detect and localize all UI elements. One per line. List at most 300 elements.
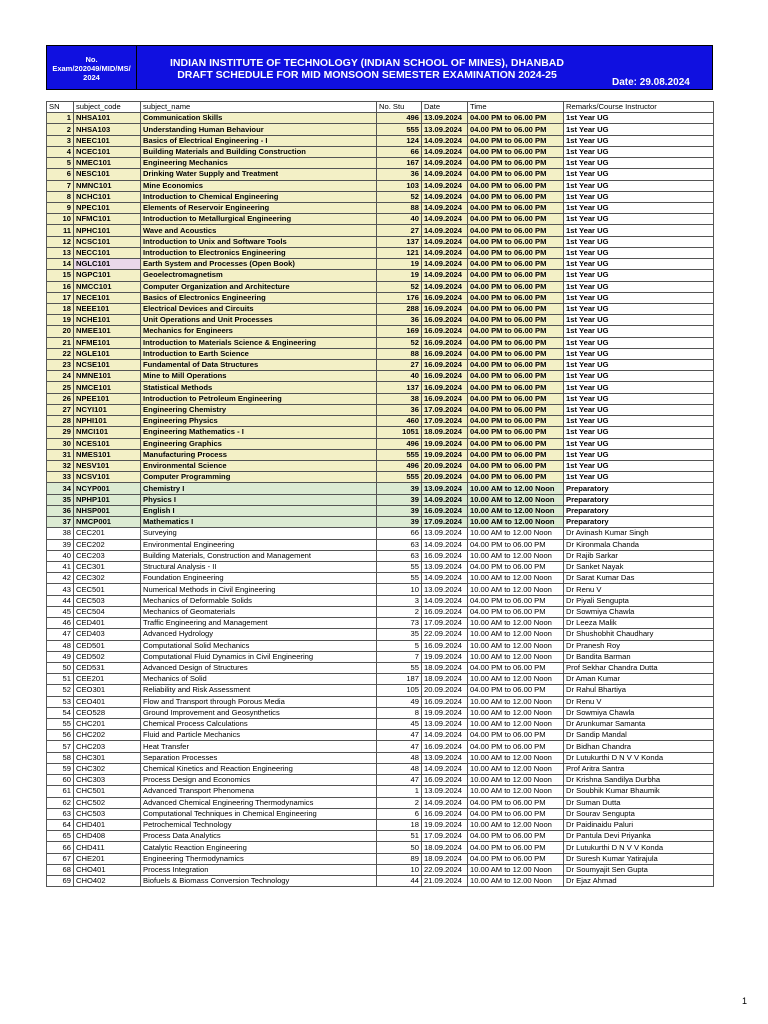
row-remarks: 1st Year UG — [564, 169, 714, 180]
row-num-students: 460 — [377, 416, 422, 427]
row-remarks: 1st Year UG — [564, 292, 714, 303]
row-date: 14.09.2024 — [422, 763, 468, 774]
table-row — [47, 775, 714, 786]
row-time: 04.00 PM to 06.00 PM — [468, 303, 564, 314]
row-subject-name: Computer Organization and Architecture — [141, 281, 377, 292]
row-subject-name: Building Materials and Building Construction — [141, 146, 377, 157]
row-sn: 14 — [47, 259, 74, 270]
row-time: 04.00 PM to 06.00 PM — [468, 146, 564, 157]
issue-date: Date: 29.08.2024 — [612, 77, 690, 88]
row-subject-name: Drinking Water Supply and Treatment — [141, 169, 377, 180]
row-remarks: 1st Year UG — [564, 202, 714, 213]
row-sn: 43 — [47, 584, 74, 595]
table-row — [47, 685, 714, 696]
row-date: 16.09.2024 — [422, 393, 468, 404]
row-subject-code: NFME101 — [74, 337, 141, 348]
row-num-students: 39 — [377, 505, 422, 516]
row-subject-code: NHSA103 — [74, 124, 141, 135]
table-row — [47, 416, 714, 427]
row-num-students: 19 — [377, 259, 422, 270]
row-subject-name: Fluid and Particle Mechanics — [141, 730, 377, 741]
row-subject-name: Mathematics I — [141, 517, 377, 528]
row-date: 16.09.2024 — [422, 360, 468, 371]
row-remarks: Dr Leeza Malik — [564, 618, 714, 629]
row-remarks: Dr Ejaz Ahmad — [564, 876, 714, 887]
row-num-students: 2 — [377, 606, 422, 617]
row-subject-code: CHD401 — [74, 820, 141, 831]
row-subject-name: Statistical Methods — [141, 382, 377, 393]
table-row — [47, 741, 714, 752]
table-row — [47, 573, 714, 584]
row-subject-code: NPHC101 — [74, 225, 141, 236]
row-date: 17.09.2024 — [422, 404, 468, 415]
row-num-students: 137 — [377, 382, 422, 393]
row-time: 04.00 PM to 06.00 PM — [468, 730, 564, 741]
row-subject-code: CEO528 — [74, 707, 141, 718]
row-remarks: Dr Suresh Kumar Yatirajula — [564, 853, 714, 864]
row-sn: 53 — [47, 696, 74, 707]
row-remarks: 1st Year UG — [564, 180, 714, 191]
row-time: 10.00 AM to 12.00 Noon — [468, 494, 564, 505]
row-sn: 60 — [47, 775, 74, 786]
title-line-2: DRAFT SCHEDULE FOR MID MONSOON SEMESTER EXAMINATION 2024-25 — [177, 69, 557, 81]
row-remarks: 1st Year UG — [564, 337, 714, 348]
row-subject-name: Introduction to Chemical Engineering — [141, 191, 377, 202]
row-subject-name: Manufacturing Process — [141, 449, 377, 460]
row-num-students: 1 — [377, 786, 422, 797]
row-time: 04.00 PM to 06.00 PM — [468, 427, 564, 438]
row-date: 19.09.2024 — [422, 707, 468, 718]
table-row — [47, 247, 714, 258]
table-row — [47, 113, 714, 124]
row-date: 13.09.2024 — [422, 528, 468, 539]
row-subject-code: NGLC101 — [74, 259, 141, 270]
table-row — [47, 214, 714, 225]
row-time: 04.00 PM to 06.00 PM — [468, 797, 564, 808]
row-remarks: Dr Pantula Devi Priyanka — [564, 831, 714, 842]
row-subject-name: Advanced Hydrology — [141, 629, 377, 640]
row-remarks: 1st Year UG — [564, 158, 714, 169]
table-row — [47, 404, 714, 415]
row-time: 04.00 PM to 06.00 PM — [468, 247, 564, 258]
row-time: 04.00 PM to 06.00 PM — [468, 214, 564, 225]
row-date: 16.09.2024 — [422, 808, 468, 819]
row-remarks: Dr Sowmiya Chawla — [564, 606, 714, 617]
row-sn: 46 — [47, 618, 74, 629]
row-remarks: 1st Year UG — [564, 259, 714, 270]
row-subject-name: Chemistry I — [141, 483, 377, 494]
row-subject-code: NCEC101 — [74, 146, 141, 157]
row-date: 13.09.2024 — [422, 561, 468, 572]
row-date: 14.09.2024 — [422, 247, 468, 258]
row-subject-code: CEC201 — [74, 528, 141, 539]
table-row — [47, 360, 714, 371]
row-sn: 52 — [47, 685, 74, 696]
row-num-students: 1051 — [377, 427, 422, 438]
row-num-students: 288 — [377, 303, 422, 314]
row-remarks: 1st Year UG — [564, 270, 714, 281]
row-remarks: 1st Year UG — [564, 461, 714, 472]
row-time: 04.00 PM to 06.00 PM — [468, 326, 564, 337]
table-row — [47, 259, 714, 270]
row-date: 13.09.2024 — [422, 752, 468, 763]
row-date: 20.09.2024 — [422, 461, 468, 472]
row-num-students: 40 — [377, 371, 422, 382]
row-sn: 5 — [47, 158, 74, 169]
table-row — [47, 427, 714, 438]
row-subject-code: CED502 — [74, 651, 141, 662]
row-subject-name: Introduction to Petroleum Engineering — [141, 393, 377, 404]
row-num-students: 55 — [377, 573, 422, 584]
row-date: 14.09.2024 — [422, 573, 468, 584]
row-subject-name: Foundation Engineering — [141, 573, 377, 584]
row-subject-name: Process Design and Economics — [141, 775, 377, 786]
row-num-students: 5 — [377, 640, 422, 651]
row-time: 04.00 PM to 06.00 PM — [468, 292, 564, 303]
row-subject-code: NMEE101 — [74, 326, 141, 337]
row-sn: 10 — [47, 214, 74, 225]
table-row — [47, 494, 714, 505]
row-num-students: 48 — [377, 763, 422, 774]
row-time: 04.00 PM to 06.00 PM — [468, 539, 564, 550]
row-subject-code: CHO402 — [74, 876, 141, 887]
row-subject-name: Chemical Process Calculations — [141, 719, 377, 730]
row-time: 04.00 PM to 06.00 PM — [468, 561, 564, 572]
row-date: 16.09.2024 — [422, 505, 468, 516]
row-sn: 51 — [47, 674, 74, 685]
table-row — [47, 281, 714, 292]
row-date: 16.09.2024 — [422, 315, 468, 326]
row-date: 17.09.2024 — [422, 618, 468, 629]
row-num-students: 36 — [377, 315, 422, 326]
row-time: 04.00 PM to 06.00 PM — [468, 606, 564, 617]
row-date: 14.09.2024 — [422, 281, 468, 292]
row-remarks: Prof Sekhar Chandra Dutta — [564, 662, 714, 673]
table-row — [47, 595, 714, 606]
row-sn: 29 — [47, 427, 74, 438]
table-row — [47, 135, 714, 146]
row-subject-code: CEO401 — [74, 696, 141, 707]
row-subject-code: NPEE101 — [74, 393, 141, 404]
row-num-students: 47 — [377, 730, 422, 741]
row-subject-name: Heat Transfer — [141, 741, 377, 752]
table-row — [47, 146, 714, 157]
row-remarks: Dr Paidinaidu Paluri — [564, 820, 714, 831]
row-subject-code: NEEC101 — [74, 135, 141, 146]
row-num-students: 88 — [377, 202, 422, 213]
row-time: 04.00 PM to 06.00 PM — [468, 124, 564, 135]
table-row — [47, 505, 714, 516]
row-date: 14.09.2024 — [422, 146, 468, 157]
row-subject-code: NFMC101 — [74, 214, 141, 225]
row-sn: 4 — [47, 146, 74, 157]
row-sn: 19 — [47, 315, 74, 326]
row-remarks: 1st Year UG — [564, 135, 714, 146]
row-sn: 37 — [47, 517, 74, 528]
row-subject-code: NCYP001 — [74, 483, 141, 494]
row-num-students: 89 — [377, 853, 422, 864]
row-sn: 15 — [47, 270, 74, 281]
row-subject-code: CEC501 — [74, 584, 141, 595]
row-subject-code: CEC301 — [74, 561, 141, 572]
row-num-students: 63 — [377, 550, 422, 561]
table-row — [47, 651, 714, 662]
row-time: 04.00 PM to 06.00 PM — [468, 404, 564, 415]
table-row — [47, 674, 714, 685]
row-date: 16.09.2024 — [422, 606, 468, 617]
row-time: 10.00 AM to 12.00 Noon — [468, 550, 564, 561]
row-subject-name: Computational Solid Mechanics — [141, 640, 377, 651]
row-time: 10.00 AM to 12.00 Noon — [468, 763, 564, 774]
table-row — [47, 483, 714, 494]
row-date: 21.09.2024 — [422, 876, 468, 887]
row-remarks: Dr Krishna Sandilya Durbha — [564, 775, 714, 786]
row-sn: 30 — [47, 438, 74, 449]
col-header-name: subject_name — [141, 102, 377, 113]
row-remarks: 1st Year UG — [564, 113, 714, 124]
table-row — [47, 584, 714, 595]
row-date: 16.09.2024 — [422, 775, 468, 786]
row-num-students: 27 — [377, 225, 422, 236]
row-time: 04.00 PM to 06.00 PM — [468, 259, 564, 270]
row-num-students: 496 — [377, 113, 422, 124]
row-subject-name: Advanced Design of Structures — [141, 662, 377, 673]
row-subject-code: NGPC101 — [74, 270, 141, 281]
row-remarks: Prof Aritra Santra — [564, 763, 714, 774]
row-sn: 44 — [47, 595, 74, 606]
row-date: 14.09.2024 — [422, 730, 468, 741]
row-num-students: 39 — [377, 483, 422, 494]
table-row — [47, 236, 714, 247]
row-date: 19.09.2024 — [422, 438, 468, 449]
row-remarks: Dr Rajib Sarkar — [564, 550, 714, 561]
table-row — [47, 696, 714, 707]
table-row — [47, 786, 714, 797]
row-subject-name: Basics of Electrical Engineering - I — [141, 135, 377, 146]
row-num-students: 51 — [377, 831, 422, 842]
table-row — [47, 853, 714, 864]
row-remarks: Dr Aman Kumar — [564, 674, 714, 685]
row-num-students: 38 — [377, 393, 422, 404]
row-time: 10.00 AM to 12.00 Noon — [468, 864, 564, 875]
row-num-students: 6 — [377, 808, 422, 819]
row-date: 18.09.2024 — [422, 662, 468, 673]
row-time: 10.00 AM to 12.00 Noon — [468, 696, 564, 707]
row-date: 18.09.2024 — [422, 853, 468, 864]
row-remarks: Preparatory — [564, 517, 714, 528]
row-sn: 41 — [47, 561, 74, 572]
row-subject-code: CHC501 — [74, 786, 141, 797]
table-row — [47, 449, 714, 460]
row-num-students: 45 — [377, 719, 422, 730]
row-subject-code: NHSA101 — [74, 113, 141, 124]
table-row — [47, 124, 714, 135]
row-sn: 6 — [47, 169, 74, 180]
row-time: 10.00 AM to 12.00 Noon — [468, 820, 564, 831]
row-date: 14.09.2024 — [422, 539, 468, 550]
col-header-students: No. Stu — [377, 102, 422, 113]
row-date: 13.09.2024 — [422, 584, 468, 595]
row-time: 04.00 PM to 06.00 PM — [468, 169, 564, 180]
row-date: 16.09.2024 — [422, 371, 468, 382]
row-subject-code: CHD411 — [74, 842, 141, 853]
row-subject-code: NMEC101 — [74, 158, 141, 169]
row-remarks: 1st Year UG — [564, 281, 714, 292]
row-sn: 22 — [47, 348, 74, 359]
table-row — [47, 561, 714, 572]
row-num-students: 496 — [377, 438, 422, 449]
table-row — [47, 662, 714, 673]
row-num-students: 66 — [377, 146, 422, 157]
row-time: 04.00 PM to 06.00 PM — [468, 225, 564, 236]
row-num-students: 555 — [377, 124, 422, 135]
table-row — [47, 169, 714, 180]
table-row — [47, 180, 714, 191]
row-time: 04.00 PM to 06.00 PM — [468, 236, 564, 247]
row-num-students: 103 — [377, 180, 422, 191]
row-subject-name: Electrical Devices and Circuits — [141, 303, 377, 314]
row-num-students: 36 — [377, 169, 422, 180]
row-time: 04.00 PM to 06.00 PM — [468, 472, 564, 483]
row-remarks: Dr Shushobhit Chaudhary — [564, 629, 714, 640]
table-row — [47, 820, 714, 831]
row-date: 19.09.2024 — [422, 449, 468, 460]
row-date: 17.09.2024 — [422, 416, 468, 427]
row-remarks: 1st Year UG — [564, 371, 714, 382]
table-row — [47, 864, 714, 875]
row-subject-code: NCSE101 — [74, 360, 141, 371]
row-date: 13.09.2024 — [422, 483, 468, 494]
row-date: 14.09.2024 — [422, 236, 468, 247]
row-num-students: 50 — [377, 842, 422, 853]
row-time: 04.00 PM to 06.00 PM — [468, 135, 564, 146]
table-row — [47, 606, 714, 617]
row-remarks: Dr Renu V — [564, 584, 714, 595]
row-subject-code: CED531 — [74, 662, 141, 673]
row-remarks: Dr Sandip Mandal — [564, 730, 714, 741]
row-num-students: 137 — [377, 236, 422, 247]
table-row — [47, 315, 714, 326]
row-sn: 13 — [47, 247, 74, 258]
row-remarks: Dr Arunkumar Samanta — [564, 719, 714, 730]
row-sn: 55 — [47, 719, 74, 730]
row-sn: 49 — [47, 651, 74, 662]
row-date: 14.09.2024 — [422, 259, 468, 270]
row-num-students: 8 — [377, 707, 422, 718]
row-date: 14.09.2024 — [422, 797, 468, 808]
row-sn: 31 — [47, 449, 74, 460]
row-num-students: 66 — [377, 528, 422, 539]
row-date: 20.09.2024 — [422, 472, 468, 483]
row-date: 14.09.2024 — [422, 595, 468, 606]
row-sn: 25 — [47, 382, 74, 393]
row-date: 16.09.2024 — [422, 550, 468, 561]
col-header-date: Date — [422, 102, 468, 113]
row-num-students: 55 — [377, 561, 422, 572]
row-sn: 35 — [47, 494, 74, 505]
row-remarks: Dr Renu V — [564, 696, 714, 707]
row-num-students: 105 — [377, 685, 422, 696]
row-sn: 54 — [47, 707, 74, 718]
row-date: 16.09.2024 — [422, 292, 468, 303]
row-num-students: 555 — [377, 472, 422, 483]
row-time: 10.00 AM to 12.00 Noon — [468, 483, 564, 494]
row-subject-name: Engineering Mechanics — [141, 158, 377, 169]
row-remarks: 1st Year UG — [564, 225, 714, 236]
row-time: 04.00 PM to 06.00 PM — [468, 393, 564, 404]
row-sn: 33 — [47, 472, 74, 483]
row-num-students: 47 — [377, 741, 422, 752]
table-row — [47, 842, 714, 853]
row-date: 17.09.2024 — [422, 831, 468, 842]
row-sn: 62 — [47, 797, 74, 808]
row-sn: 56 — [47, 730, 74, 741]
row-num-students: 55 — [377, 662, 422, 673]
row-time: 10.00 AM to 12.00 Noon — [468, 517, 564, 528]
row-remarks: 1st Year UG — [564, 449, 714, 460]
row-subject-code: NMCC101 — [74, 281, 141, 292]
row-num-students: 555 — [377, 449, 422, 460]
row-subject-code: NPHP101 — [74, 494, 141, 505]
table-row — [47, 707, 714, 718]
table-row — [47, 337, 714, 348]
row-sn: 57 — [47, 741, 74, 752]
row-subject-code: CEE201 — [74, 674, 141, 685]
row-subject-name: Flow and Transport through Porous Media — [141, 696, 377, 707]
row-remarks: 1st Year UG — [564, 315, 714, 326]
row-remarks: 1st Year UG — [564, 146, 714, 157]
row-remarks: 1st Year UG — [564, 236, 714, 247]
row-date: 16.09.2024 — [422, 348, 468, 359]
row-subject-name: Structural Analysis - II — [141, 561, 377, 572]
row-time: 04.00 PM to 06.00 PM — [468, 348, 564, 359]
row-subject-code: NMCI101 — [74, 427, 141, 438]
row-remarks: 1st Year UG — [564, 124, 714, 135]
row-subject-code: CHC303 — [74, 775, 141, 786]
table-row — [47, 303, 714, 314]
row-subject-code: CED403 — [74, 629, 141, 640]
row-num-students: 19 — [377, 270, 422, 281]
row-subject-code: CEO301 — [74, 685, 141, 696]
row-subject-code: CHC503 — [74, 808, 141, 819]
row-subject-code: CHC201 — [74, 719, 141, 730]
row-subject-name: Engineering Physics — [141, 416, 377, 427]
row-remarks: Dr Suman Dutta — [564, 797, 714, 808]
row-sn: 50 — [47, 662, 74, 673]
row-time: 04.00 PM to 06.00 PM — [468, 281, 564, 292]
row-sn: 9 — [47, 202, 74, 213]
row-time: 10.00 AM to 12.00 Noon — [468, 707, 564, 718]
row-subject-name: Numerical Methods in Civil Engineering — [141, 584, 377, 595]
row-date: 13.09.2024 — [422, 719, 468, 730]
row-sn: 28 — [47, 416, 74, 427]
row-remarks: 1st Year UG — [564, 360, 714, 371]
header-banner — [46, 45, 713, 90]
table-row — [47, 158, 714, 169]
row-remarks: 1st Year UG — [564, 472, 714, 483]
row-time: 04.00 PM to 06.00 PM — [468, 113, 564, 124]
row-time: 04.00 PM to 06.00 PM — [468, 741, 564, 752]
row-num-students: 49 — [377, 696, 422, 707]
row-remarks: 1st Year UG — [564, 427, 714, 438]
row-subject-name: Catalytic Reaction Engineering — [141, 842, 377, 853]
row-remarks: Dr Sanket Nayak — [564, 561, 714, 572]
row-subject-code: CHE201 — [74, 853, 141, 864]
table-row — [47, 876, 714, 887]
row-time: 04.00 PM to 06.00 PM — [468, 831, 564, 842]
row-subject-name: Advanced Chemical Engineering Thermodynamics — [141, 797, 377, 808]
row-num-students: 27 — [377, 360, 422, 371]
